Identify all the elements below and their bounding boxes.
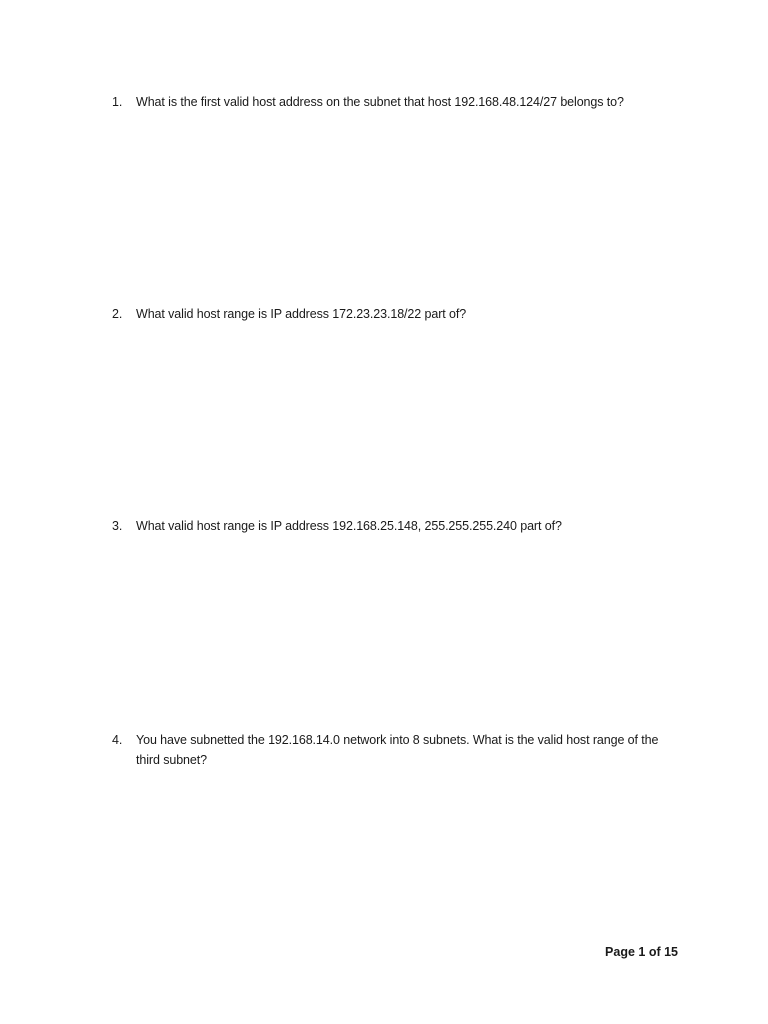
question-number: 1. (112, 95, 123, 109)
question-2 (112, 304, 672, 324)
question-text: What valid host range is IP address 172.23.23.18/22 part of? (136, 307, 467, 321)
question-text: You have subnetted the 192.168.14.0 network into 8 subnets. What is the valid host range of the third subnet? (136, 733, 659, 767)
question-4 (112, 730, 672, 770)
question-3 (112, 516, 672, 536)
question-number: 3. (112, 519, 123, 533)
question-text: What is the first valid host address on the subnet that host 192.168.48.124/27 belongs to? (136, 95, 624, 109)
question-number: 4. (112, 733, 123, 747)
question-text: What valid host range is IP address 192.168.25.148, 255.255.255.240 part of? (136, 519, 562, 533)
page-number: Page 1 of 15 (605, 945, 678, 959)
question-1 (112, 92, 672, 112)
question-number: 2. (112, 307, 123, 321)
